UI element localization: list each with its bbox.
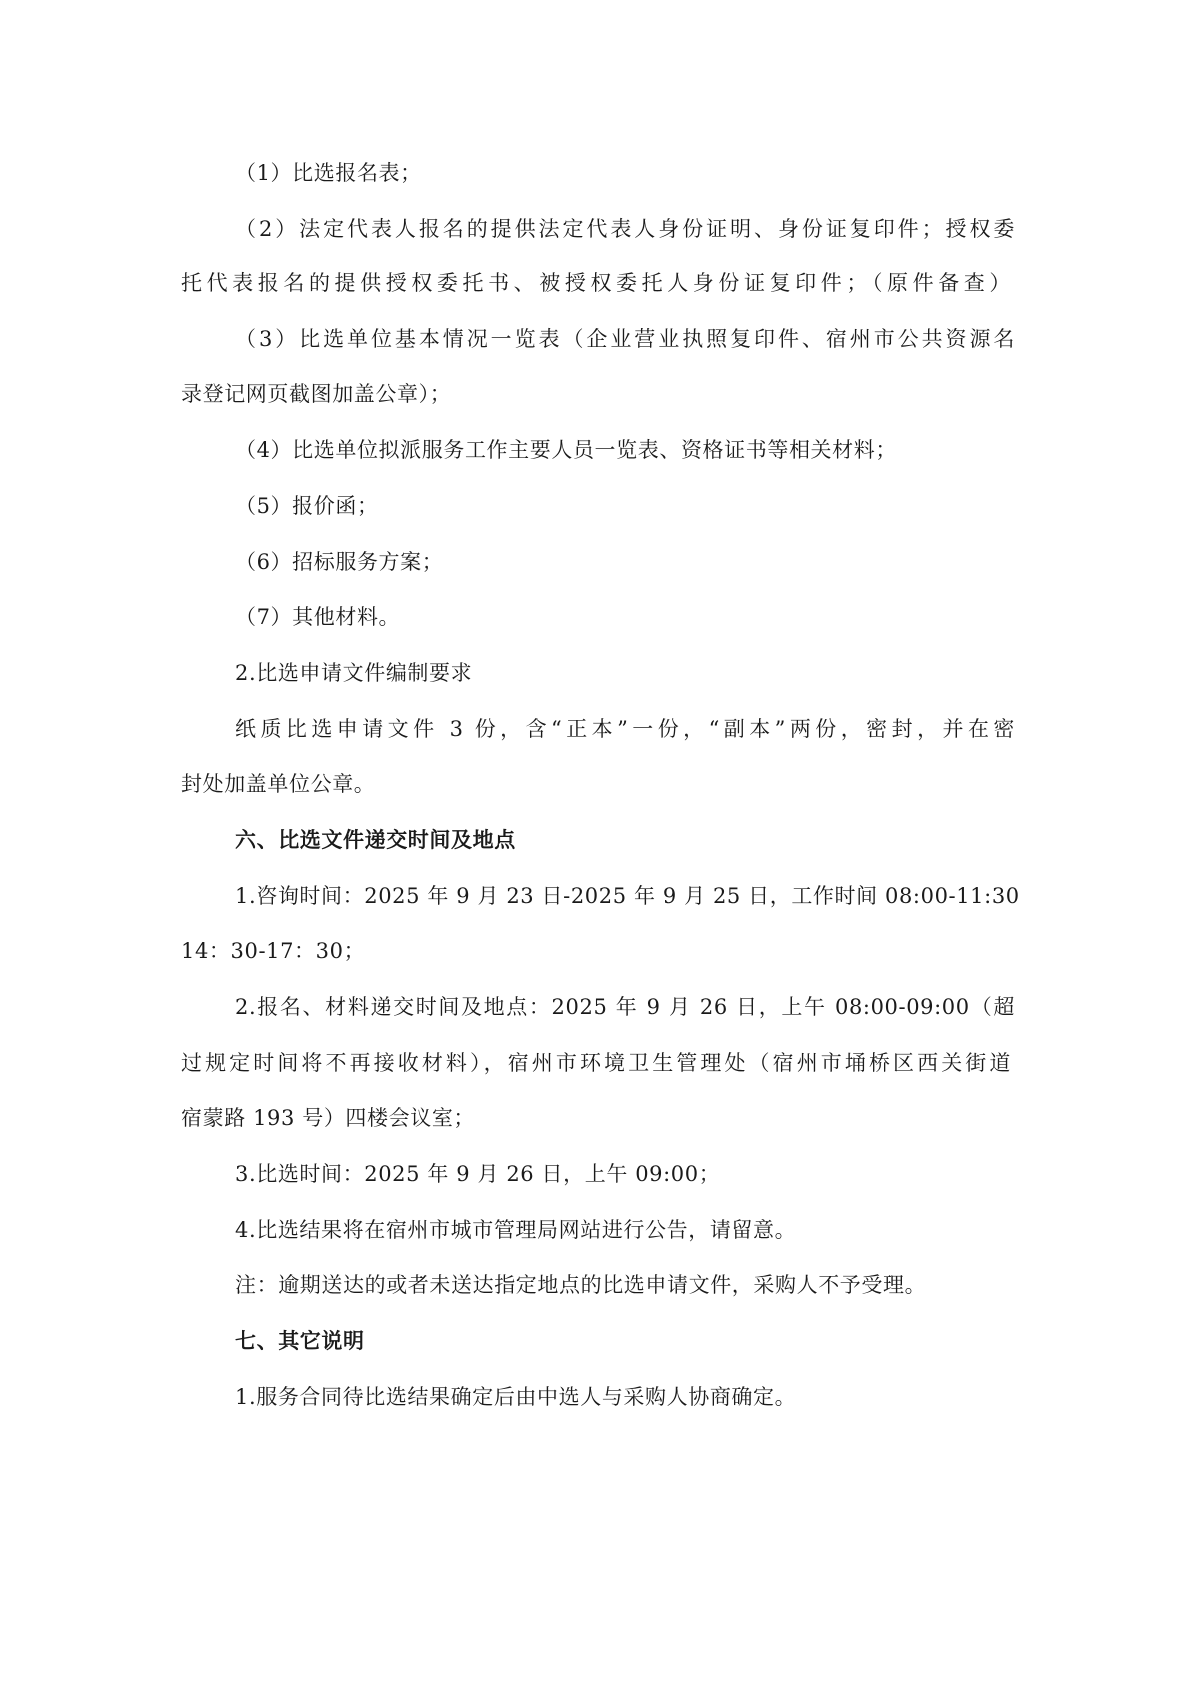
list-item-3-line-2: 录登记网页截图加盖公章）； xyxy=(181,382,452,406)
section-6-p2-line-2: 过规定时间将不再接收材料），宿州市环境卫生管理处（宿州市埇桥区西关街道 xyxy=(181,1051,1011,1075)
list-item-3-line-1: （3）比选单位基本情况一览表（企业营业执照复印件、宿州市公共资源名 xyxy=(235,327,1015,351)
list-item-5: （5）报价函； xyxy=(235,494,379,518)
section-6-p4: 4.比选结果将在宿州市城市管理局网站进行公告，请留意。 xyxy=(235,1218,797,1242)
list-item-7: （7）其他材料。 xyxy=(235,605,401,629)
section-6-p2-line-1: 2.报名、材料递交时间及地点：2025 年 9 月 26 日，上午 08:00-09:00（超 xyxy=(235,995,1015,1019)
section-6-p2-line-3: 宿蒙路 193 号）四楼会议室； xyxy=(181,1106,476,1130)
section-6-p3: 3.比选时间：2025 年 9 月 26 日，上午 09:00； xyxy=(235,1162,721,1186)
list-item-2-line-2: 托代表报名的提供授权委托书、被授权委托人身份证复印件；（原件备查） xyxy=(181,271,1011,295)
section-6-note: 注：逾期送达的或者未送达指定地点的比选申请文件，采购人不予受理。 xyxy=(235,1273,927,1297)
requirements-heading: 2.比选申请文件编制要求 xyxy=(235,661,473,685)
section-7-p1: 1.服务合同待比选结果确定后由中选人与采购人协商确定。 xyxy=(235,1385,797,1409)
requirements-para-line-2: 封处加盖单位公章。 xyxy=(181,772,376,796)
section-6-p1-line-2: 14：30-17：30； xyxy=(181,939,366,963)
section-6-title: 六、比选文件递交时间及地点 xyxy=(235,828,516,852)
requirements-para-line-1: 纸质比选申请文件 3 份，含“正本”一份，“副本”两份，密封，并在密 xyxy=(235,717,1015,741)
list-item-4: （4）比选单位拟派服务工作主要人员一览表、资格证书等相关材料； xyxy=(235,438,897,462)
list-item-2-line-1: （2）法定代表人报名的提供法定代表人身份证明、身份证复印件；授权委 xyxy=(235,217,1015,241)
section-6-p1-line-1: 1.咨询时间：2025 年 9 月 23 日-2025 年 9 月 25 日，工作时间 08:00-11:30 xyxy=(235,884,1020,908)
list-item-1: （1）比选报名表； xyxy=(235,161,422,185)
list-item-6: （6）招标服务方案； xyxy=(235,550,444,574)
section-7-title: 七、其它说明 xyxy=(235,1329,365,1353)
